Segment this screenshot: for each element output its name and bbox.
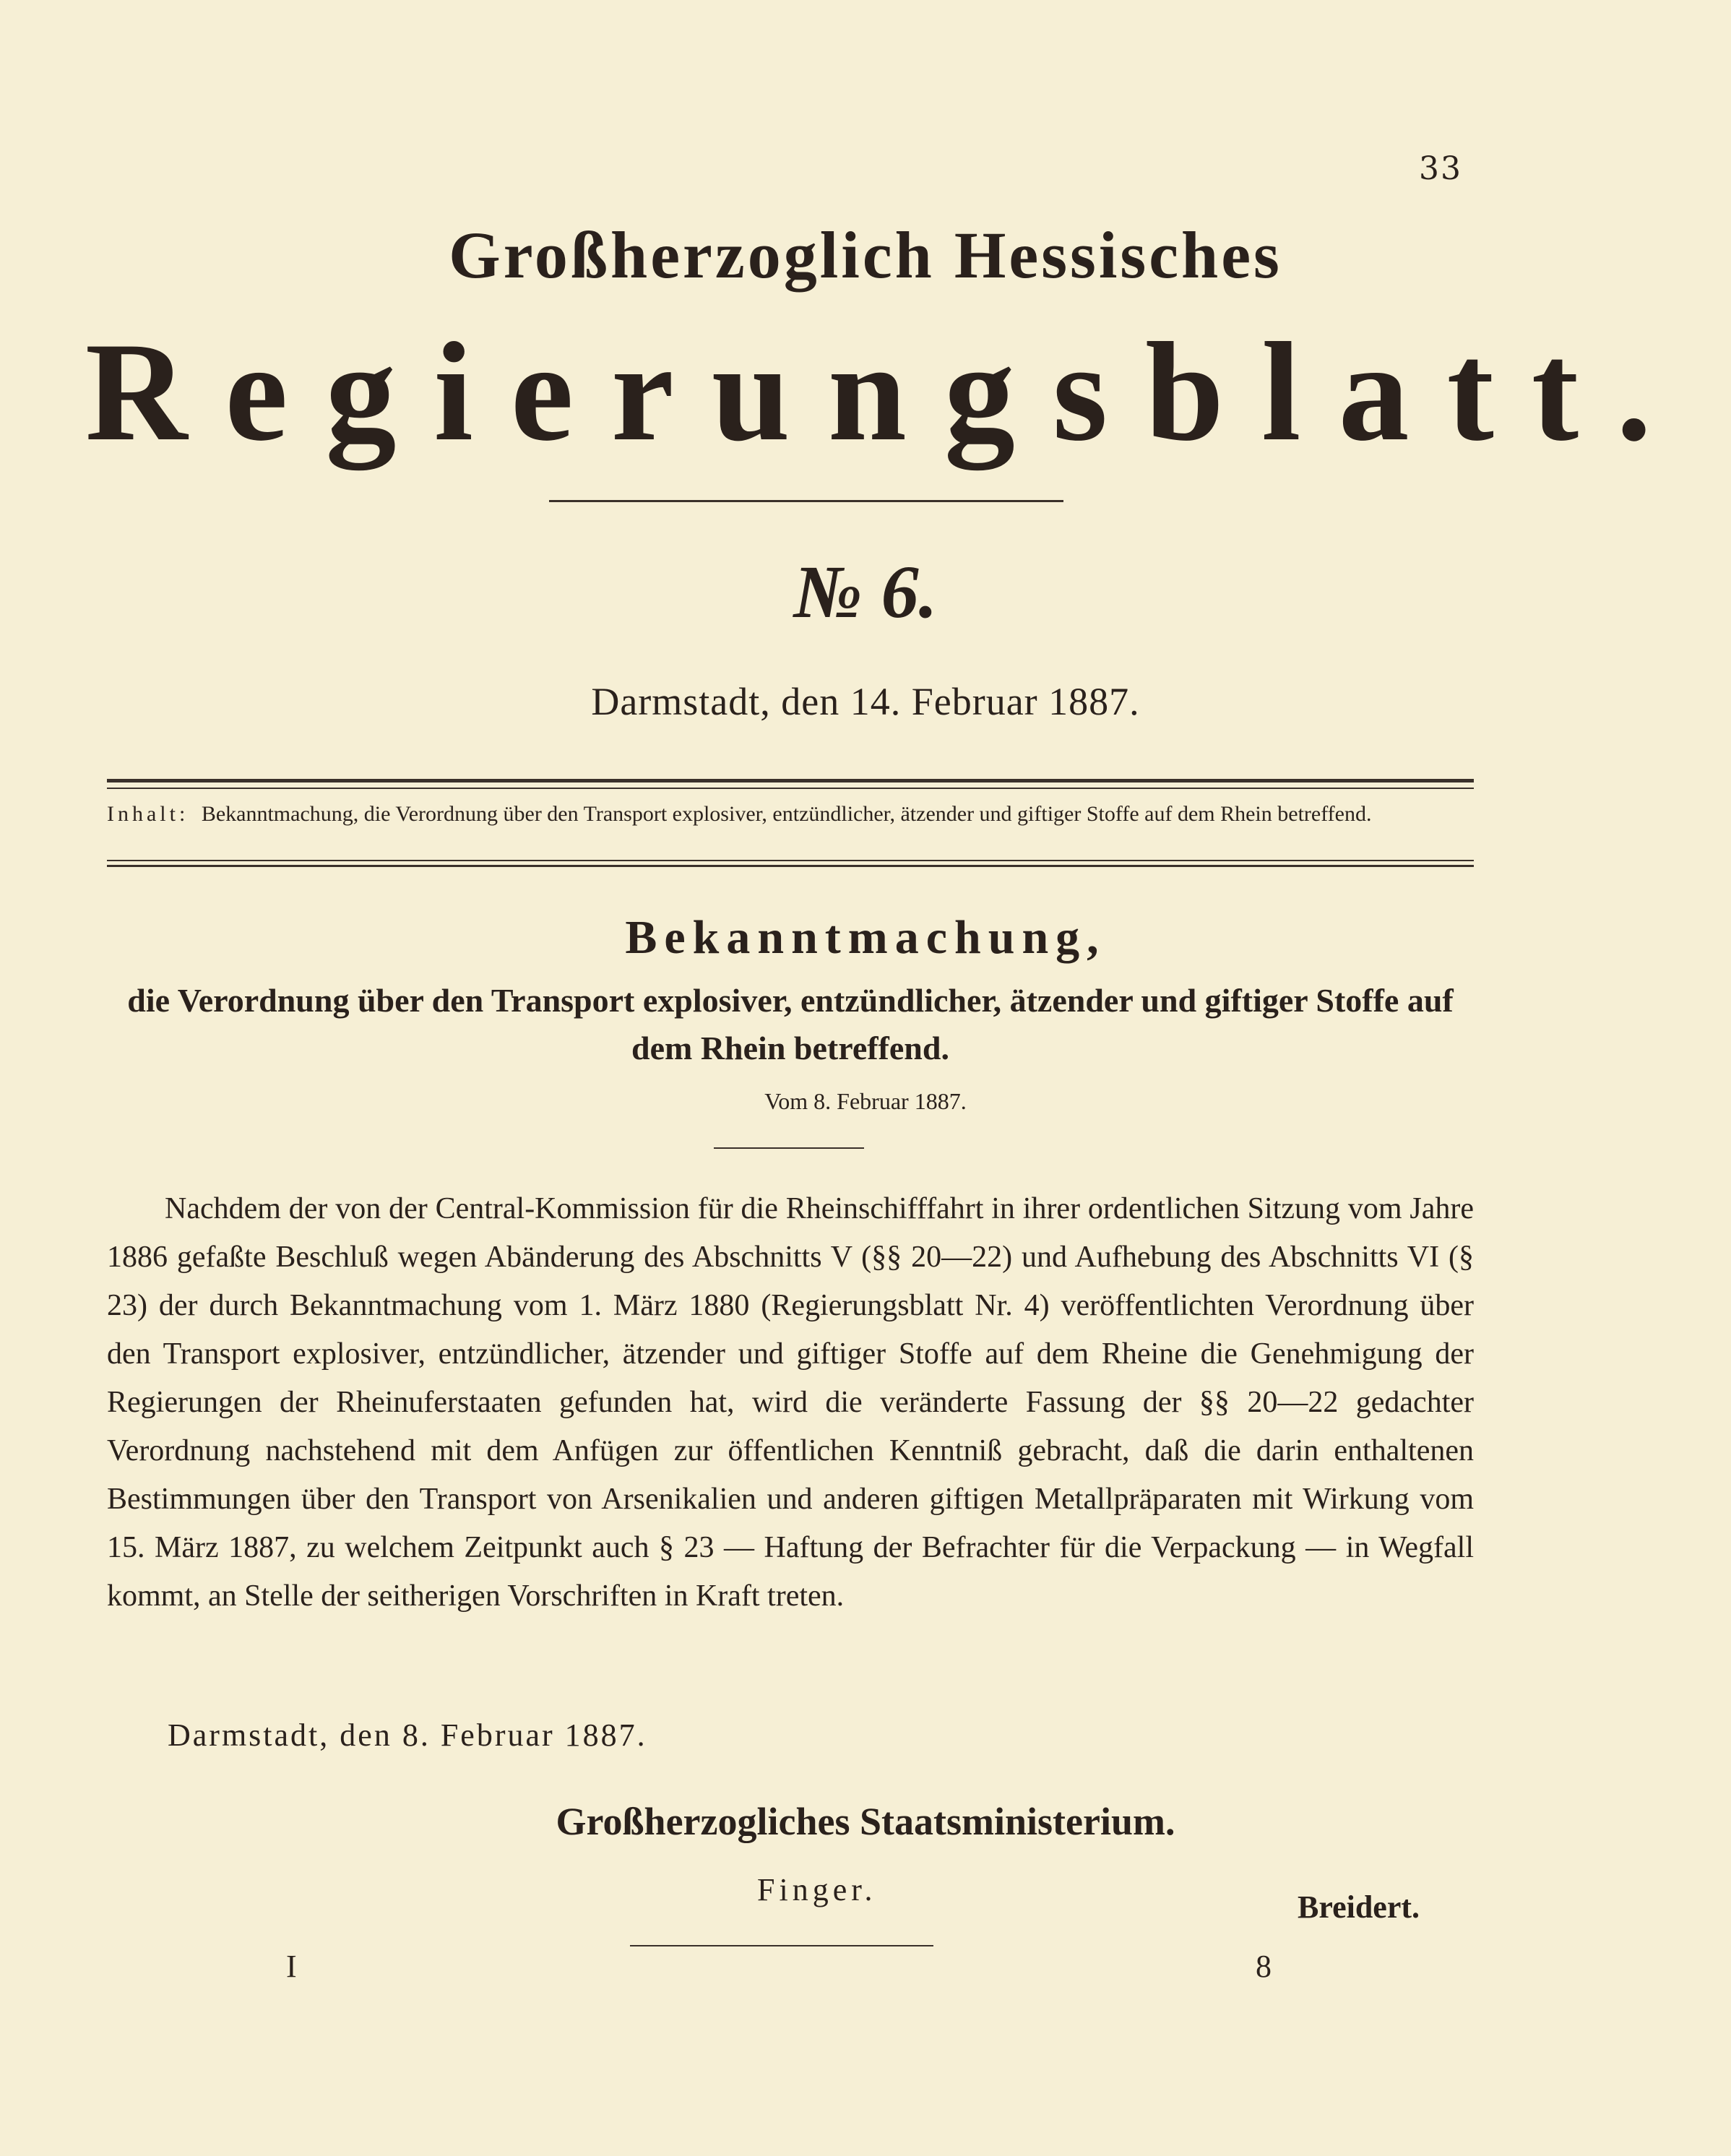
page-number: 33 (1419, 150, 1462, 187)
masthead-title: Regierungsblatt. (85, 314, 1690, 470)
announcement-date: Vom 8. Februar 1887. (764, 1088, 967, 1114)
contents-top-rule-thick (107, 779, 1474, 782)
announcement-subtitle: die Verordnung über den Transport explosiver, entzündlicher, ätzender und giftiger Stoffe auf dem Rhein betreffend. (127, 982, 1454, 1066)
ministry-signature: Großherzogliches Staatsministerium. (556, 1800, 1175, 1843)
signer-breidert: Breidert. (1298, 1889, 1420, 1925)
issue-date: Darmstadt, den 14. Februar 1887. (591, 680, 1140, 723)
signer-finger: Finger. (757, 1872, 877, 1907)
contents-bottom-rule-thick (107, 865, 1474, 867)
issue-number: № 6. (793, 551, 938, 634)
contents-text: Bekanntmachung, die Verordnung über den Transport explosiver, entzündlicher, ätzender und giftiger Stoffe auf dem Rhein betreffend. (201, 802, 1372, 826)
sheet-mark: I (286, 1949, 297, 1984)
masthead-divider (549, 500, 1063, 502)
table-of-contents (107, 799, 1474, 829)
announcement-title: Bekanntmachung, (625, 911, 1106, 964)
closing-place-date: Darmstadt, den 8. Februar 1887. (168, 1717, 647, 1753)
announcement-divider (714, 1147, 864, 1149)
contents-bottom-rule-thin (107, 860, 1474, 861)
announcement-body: Nachdem der von der Central-Kommission für die Rheinschifffahrt in ihrer ordentlichen Sitzung vom Jahre 1886 gefaßte Beschluß wegen Abänderung des Abschnitts V (§§ 20—22) und Aufhebung des Abschnitts VI (§ 23) der durch Bekanntmachung vom 1. März 1880 (Regierungsblatt Nr. 4) veröffentlichten Verordnung über den Transport explosiver, entzündlicher, ätzender und giftiger Stoffe auf dem Rheine die Genehmigung der Regierungen der Rheinuferstaaten gefunden hat, wird die veränderte Fassung der §§ 20—22 gedachter Verordnung nachstehend mit dem Anfügen zur öffentlichen Kenntniß gebracht, daß die darin enthaltenen Bestimmungen über den Transport von Arsenikalien und anderen giftigen Metallpräparaten mit Wirkung vom 15. März 1887, zu welchem Zeitpunkt auch § 23 — Haftung der Befrachter für die Verpackung — in Wegfall kommt, an Stelle der seitherigen Vorschriften in Kraft treten. (107, 1192, 1474, 1613)
sheet-number: 8 (1256, 1949, 1272, 1984)
footer-divider (630, 1945, 933, 1946)
contents-top-rule-thin (107, 788, 1474, 789)
contents-label: Inhalt: (107, 802, 189, 826)
masthead-subtitle: Großherzoglich Hessisches (449, 218, 1282, 292)
